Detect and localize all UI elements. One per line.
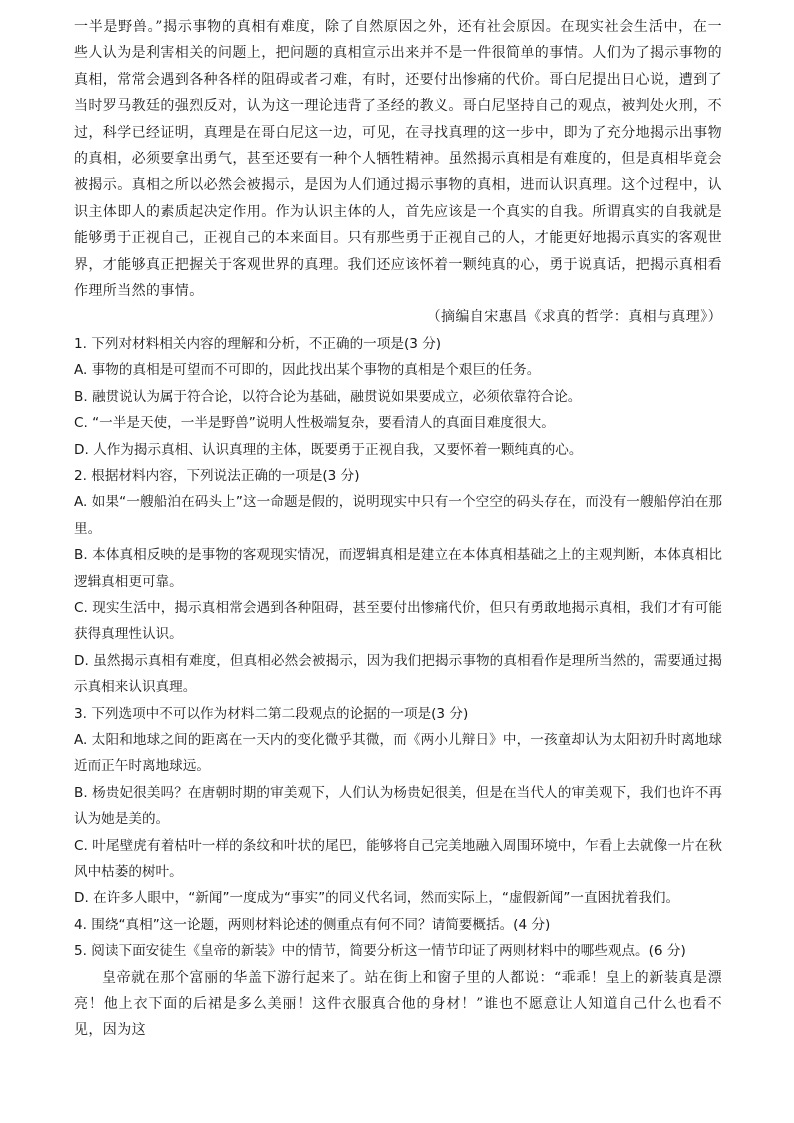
question-4 xyxy=(74,912,722,938)
option-a: A. 事物的真相是可望而不可即的，因此找出某个事物的真相是个艰巨的任务。 xyxy=(74,362,541,379)
question-stem: 2. 根据材料内容，下列说法正确的一项是(3 分) xyxy=(74,467,360,484)
option-c: C. “一半是天使，一半是野兽”说明人性极端复杂，要看清人的真面目难度很大。 xyxy=(74,415,555,432)
option-c: C. 现实生活中，揭示真相常会遇到各种阻碍，甚至要付出惨痛代价，但只有勇敢地揭示真相，我们才有可能获得真理性认识。 xyxy=(74,599,722,643)
question-5 xyxy=(74,938,722,964)
question-stem: 1. 下列对材料相关内容的理解和分析，不正确的一项是(3 分) xyxy=(74,335,442,352)
passage-paragraph: 一半是野兽。”揭示事物的真相有难度，除了自然原因之外，还有社会原因。在现实社会生活中，在一些人认为是利害相关的问题上，把问题的真相宣示出来并不是一件很简单的事情。人们为了揭示事物的真相，常常会遇到各种各样的阻碍或者刁难，有时，还要付出惨痛的代价。哥白尼提出日心说，遭到了当时罗马教廷的强烈反对，认为这一理论违背了圣经的教义。哥白尼坚持自己的观点，被判处火刑，不过，科学已经证明，真理是在哥白尼这一边，可见，在寻找真理的这一步中，即为了充分地揭示出事物的真相，必须要拿出勇气，甚至还要有一种个人牺牲精神。虽然揭示真相是有难度的，但是真相毕竟会被揭示。真相之所以必然会被揭示，是因为人们通过揭示事物的真相，进而认识真理。这个过程中，认识主体即人的素质起决定作用。作为认识主体的人，首先应该是一个真实的自我。所谓真实的自我就是能够勇于正视自己，正视自己的本来面目。只有那些勇于正视自己的人，才能更好地揭示真实的客观世界，才能够真正把握关于客观世界的真理。我们还应该怀着一颗纯真的心，勇于说真话，把揭示真相看作理所当然的事情。 xyxy=(74,19,722,300)
option-b: B. 本体真相反映的是事物的客观现实情况，而逻辑真相是建立在本体真相基础之上的主观判断，本体真相比逻辑真相更可靠。 xyxy=(74,547,722,590)
question-3 xyxy=(74,701,722,912)
option-c: C. 叶尾壁虎有着枯叶一样的条纹和叶状的尾巴，能够将自己完美地融入周围环境中，乍看上去就像一片在秋风中枯萎的树叶。 xyxy=(74,837,722,880)
option-d: D. 人作为揭示真相、认识真理的主体，既要勇于正视自我，又要怀着一颗纯真的心。 xyxy=(74,441,583,458)
question-stem: 5. 阅读下面安徒生《皇帝的新装》中的情节，简要分析这一情节印证了两则材料中的哪些观点。(6 分) xyxy=(74,943,686,960)
option-a: A. 如果“一艘船泊在码头上”这一命题是假的，说明现实中只有一个空空的码头存在，而没有一艘船停泊在那里。 xyxy=(74,494,722,537)
question-1 xyxy=(74,331,722,463)
option-d: D. 在许多人眼中，“新闻”一度成为“事实”的同义代名词，然而实际上，“虚假新闻”一直困扰着我们。 xyxy=(74,890,680,907)
question-stem: 3. 下列选项中不可以作为材料二第二段观点的论据的一项是(3 分) xyxy=(74,705,469,722)
option-d: D. 虽然揭示真相有难度，但真相必然会被揭示，因为我们把揭示事物的真相看作是理所当然的，需要通过揭示真相来认识真理。 xyxy=(74,652,722,696)
question-stem: 4. 围绕“真相”这一论题，两则材料论述的侧重点有何不同？请简要概括。(4 分) xyxy=(74,916,551,933)
option-b: B. 融贯说认为属于符合论，以符合论为基础，融贯说如果要成立，必须依靠符合论。 xyxy=(74,388,582,405)
question-2 xyxy=(74,463,722,701)
option-a: A. 太阳和地球之间的距离在一天内的变化微乎其微，而《两小儿辩日》中，一孩童却认为太阳初升时离地球近而正午时离地球远。 xyxy=(74,731,722,775)
option-b: B. 杨贵妃很美吗？在唐朝时期的审美观下，人们认为杨贵妃很美，但是在当代人的审美观下，我们也许不再认为她是美的。 xyxy=(74,784,722,828)
exam-page xyxy=(74,14,722,1044)
passage-source: （摘编自宋惠昌《求真的哲学：真相与真理》） xyxy=(426,309,722,326)
excerpt-paragraph: 皇帝就在那个富丽的华盖下游行起来了。站在街上和窗子里的人都说：“乖乖！皇上的新装真是漂亮！他上衣下面的后裙是多么美丽！这件衣服真合他的身材！”谁也不愿意让人知道自己什么也看不见，因为这 xyxy=(74,969,722,1039)
